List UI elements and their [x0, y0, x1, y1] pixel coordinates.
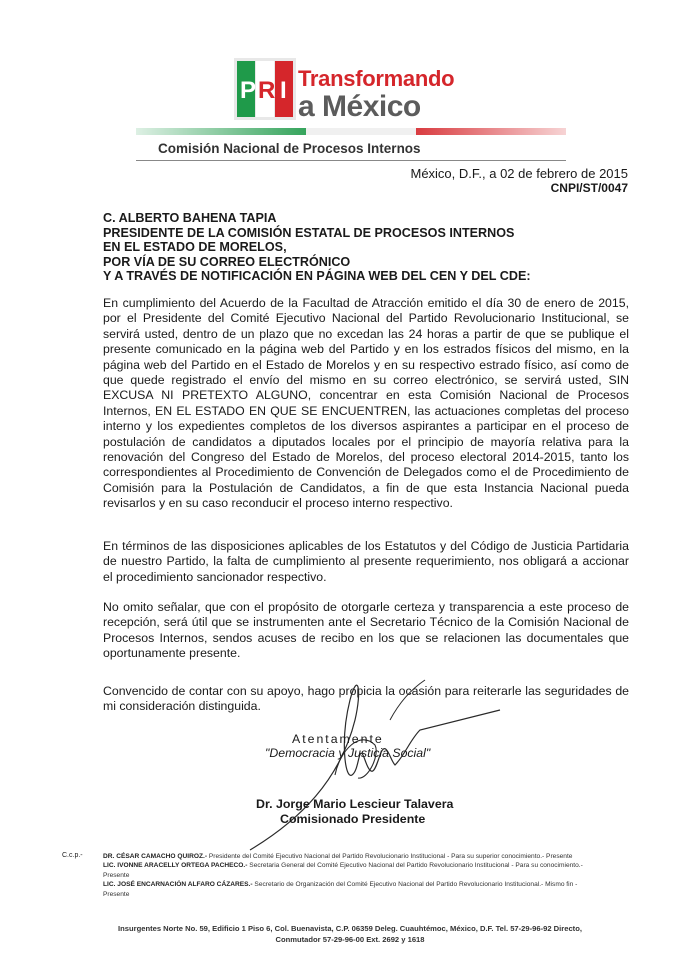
addressee-line: PRESIDENTE DE LA COMISIÓN ESTATAL DE PROCESOS INTERNOS [103, 225, 515, 240]
addressee-line: EN EL ESTADO DE MORELOS, [103, 240, 287, 255]
reference-number: CNPI/ST/0047 [550, 181, 628, 195]
brand-slogan-line2: a México [298, 90, 421, 123]
tricolor-stripe [136, 124, 566, 140]
closing-motto: "Democracia y Justicia Social" [265, 746, 431, 760]
addressee-line: POR VÍA DE SU CORREO ELECTRÓNICO [103, 254, 351, 269]
signer-title: Comisionado Presidente [280, 812, 426, 826]
brand-slogan-line1: Transformando [298, 66, 455, 91]
footer-line: Insurgentes Norte No. 59, Edificio 1 Piso 6, Col. Buenavista, C.P. 06359 Deleg. Cuauhtémoc, México, D.F. Tel. 57-29-96-92 Directo, [118, 924, 582, 933]
ccp-list [103, 852, 603, 899]
footer-address [60, 924, 640, 945]
ccp-label: C.c.p.- [62, 852, 83, 859]
svg-text:P: P [240, 77, 257, 104]
body-paragraph-1: En cumplimiento del Acuerdo de la Facultad de Atracción emitido el día 30 de enero de 2015, por el Presidente del Comité Ejecutivo Nacional del Partido Revolucionario Institucional, se servirá usted, dentro de un plazo que no excedan las 24 horas a partir de que se publique el presente comunicado en la página web del Partido y en los estrados físicos del mismo, en la página web del Partido en el Estado de Morelos y en su respectivo estrado físico, así como de que quede registrado el envío del mismo en su correo electrónico, se servirá usted, SIN EXCUSA NI PRETEXTO ALGUNO, concentrar en esta Comisión Nacional de Procesos Internos, EN EL ESTADO EN QUE SE ENCUENTREN, las actuaciones completas del proceso interno y los expedientes completos de los diversos aspirantes a participar en el proceso de postulación de candidatos a diputados locales por el principio de mayoría relativa para la renovación del Congreso del Estado de Morelos, del proceso electoral 2014-2015, tanto los correspondientes al Procedimiento de Convención de Delegados como el de Procedimiento de Comisión para la Postulación de Candidatos, a fin de que esta Instancia Nacional pueda revisarlos y en su caso reconducir el proceso interno respectivo. [103, 296, 629, 511]
svg-text:I: I [280, 77, 287, 104]
closing-salutation: Atentamente [292, 732, 384, 746]
handwritten-signature-icon [240, 660, 520, 860]
commission-name: Comisión Nacional de Procesos Internos [158, 141, 421, 156]
body-paragraph-2: En términos de las disposiciones aplicables de los Estatutos y del Código de Justicia Partidaria de nuestro Partido, la falta de cumplimiento al presente requerimiento, nos obligará a accionar el procedimiento sancionador respectivo. [103, 539, 629, 584]
ccp-entry [103, 880, 603, 899]
ccp-entry-text: Presidente del Comité Ejecutivo Nacional del Partido Revolucionario Institucional - Para su superior conocimiento.- Presente [207, 853, 573, 860]
letter-date: México, D.F., a 02 de febrero de 2015 [410, 166, 628, 181]
ccp-entry-name: DR. CÉSAR CAMACHO QUIROZ.- [103, 853, 208, 860]
ccp-entry-text: Secretario de Organización del Comité Ejecutivo Nacional del Partido Revolucionario Institucional.- Mismo fin - Presente [103, 881, 578, 898]
ccp-entry-name: LIC. JOSÉ ENCARNACIÓN ALFARO CÁZARES.- [103, 881, 253, 889]
body-paragraph-4: Convencido de contar con su apoyo, hago propicia la ocasión para reiterarle las seguridades de mi consideración distinguida. [103, 684, 629, 714]
ccp-entry [103, 861, 603, 880]
signer-name: Dr. Jorge Mario Lescieur Talavera [256, 797, 454, 811]
pri-logo-icon [234, 58, 296, 120]
addressee-block [103, 211, 623, 284]
addressee-line: C. ALBERTO BAHENA TAPIA [103, 211, 277, 225]
body-paragraph-3: No omito señalar, que con el propósito de otorgarle certeza y transparencia a este proceso de recepción, será útil que se instrumenten ante el Secretario Técnico de la Comisión Nacional de Procesos Internos, sendos acuses de recibo en los que se relacionen las documentales que oportunamente presente. [103, 600, 629, 661]
header-divider [136, 160, 566, 161]
ccp-entry [103, 852, 603, 861]
ccp-entry-name: LIC. IVONNE ARACELLY ORTEGA PACHECO.- [103, 862, 248, 870]
svg-text:R: R [258, 77, 276, 104]
ccp-entry-text: Secretaria General del Comité Ejecutivo Nacional del Partido Revolucionario Institucional - Para su conocimiento.- Presente [103, 862, 583, 879]
addressee-line: Y A TRAVÉS DE NOTIFICACIÓN EN PÁGINA WEB DEL CEN Y DEL CDE: [103, 269, 531, 284]
footer-line: Conmutador 57-29-96-00 Ext. 2692 y 1618 [275, 934, 425, 944]
